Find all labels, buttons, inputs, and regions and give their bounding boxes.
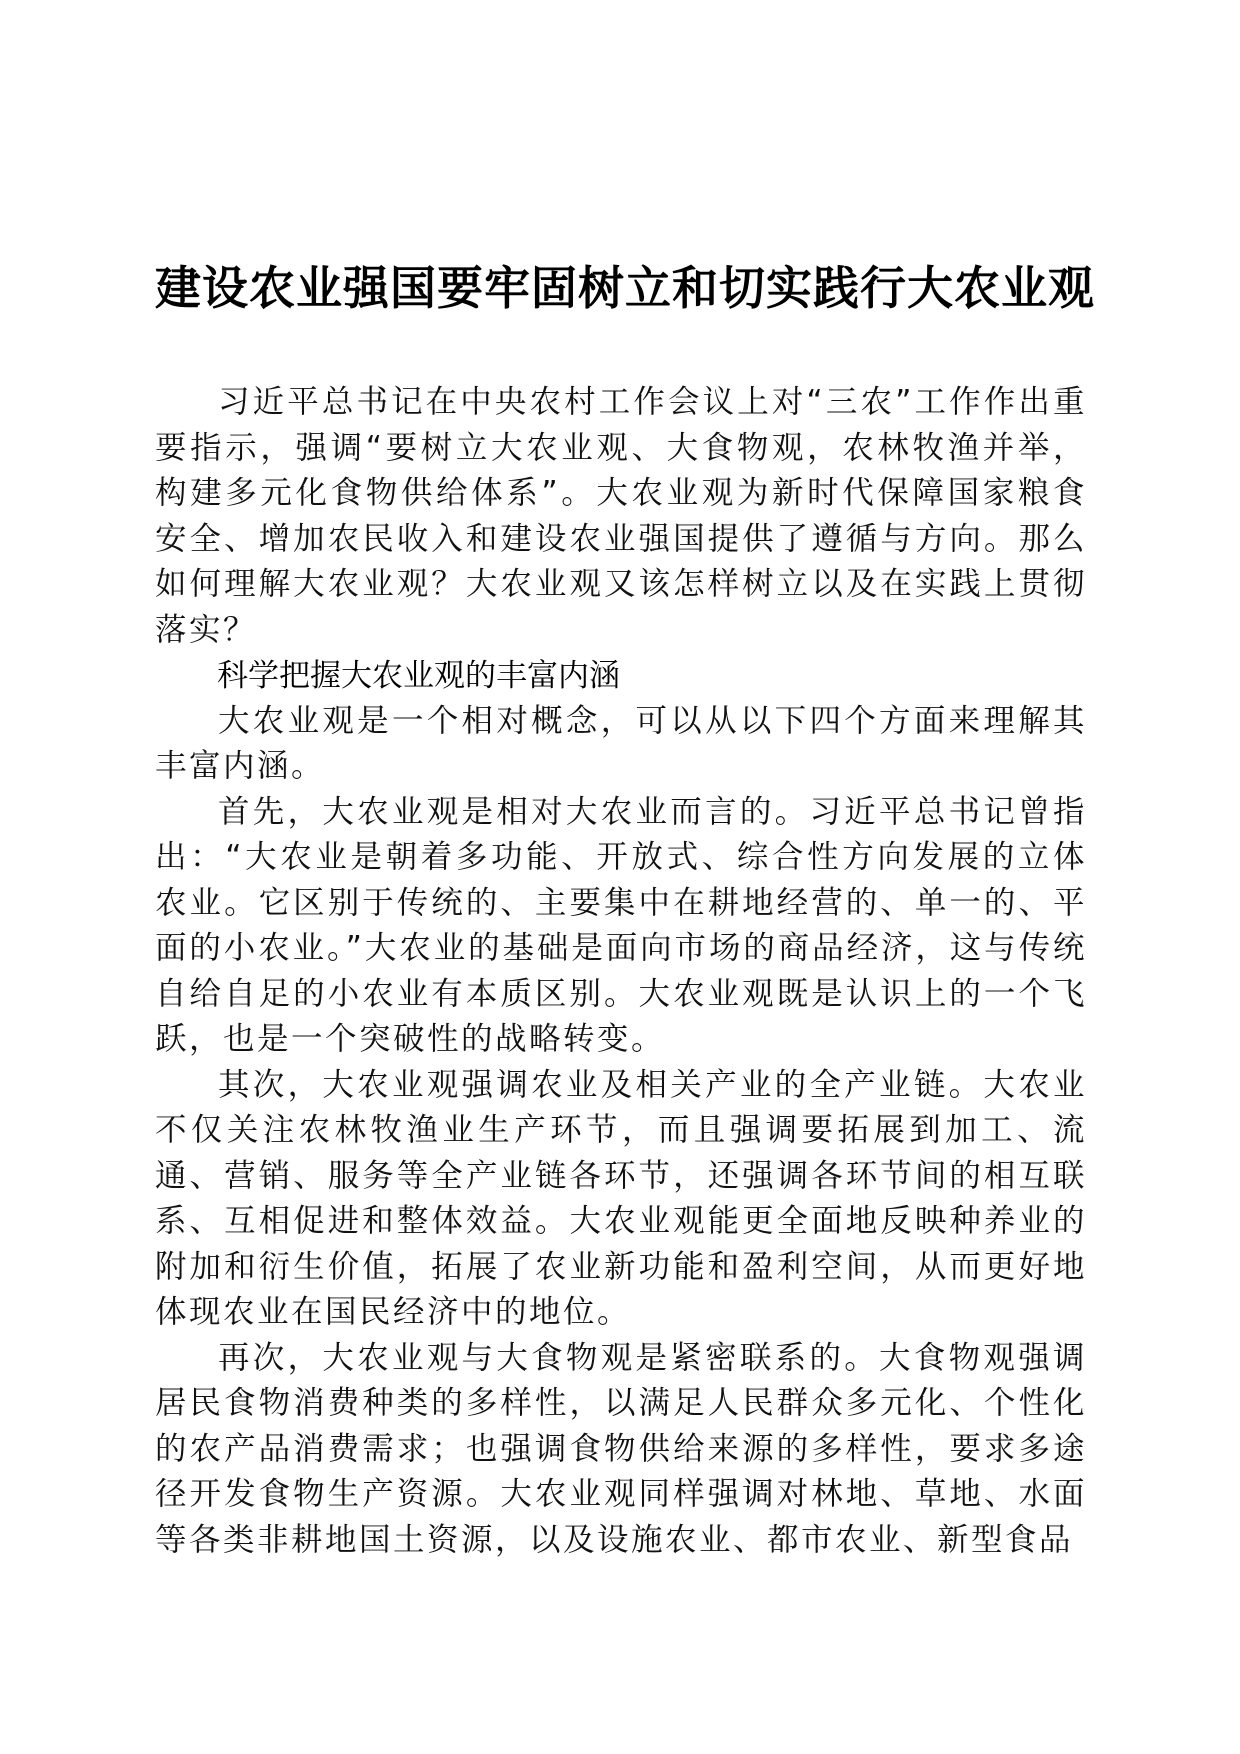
document-title: 建设农业强国要牢固树立和切实践行大农业观	[155, 261, 1095, 315]
document-body	[155, 380, 1087, 1563]
intro-paragraph: 习近平总书记在中央农村工作会议上对“三农”工作作出重要指示，强调“要树立大农业观、大食物观，农林牧渔并举，构建多元化食物供给体系”。大农业观为新时代保障国家粮食安全、增加农民收入和建设农业强国提供了遵循与方向。那么如何理解大农业观？大农业观又该怎样树立以及在实践上贯彻落实？	[155, 384, 1087, 648]
body-paragraph: 再次，大农业观与大食物观是紧密联系的。大食物观强调居民食物消费种类的多样性，以满足人民群众多元化、个性化的农产品消费需求；也强调食物供给来源的多样性，要求多途径开发食物生产资源。大农业观同样强调对林地、草地、水面等各类非耕地国土资源，以及设施农业、都市农业、新型食品	[155, 1339, 1087, 1558]
body-paragraph: 首先，大农业观是相对大农业而言的。习近平总书记曾指出：“大农业是朝着多功能、开放式、综合性方向发展的立体农业。它区别于传统的、主要集中在耕地经营的、单一的、平面的小农业。”大农业的基础是面向市场的商品经济，这与传统自给自足的小农业有本质区别。大农业观既是认识上的一个飞跃，也是一个突破性的战略转变。	[155, 793, 1087, 1057]
section-heading: 科学把握大农业观的丰富内涵	[217, 658, 620, 693]
body-paragraph: 大农业观是一个相对概念，可以从以下四个方面来理解其丰富内涵。	[155, 702, 1087, 784]
body-paragraph: 其次，大农业观强调农业及相关产业的全产业链。大农业不仅关注农林牧渔业生产环节，而且强调要拓展到加工、流通、营销、服务等全产业链各环节，还强调各环节间的相互联系、互相促进和整体效益。大农业观能更全面地反映种养业的附加和衍生价值，拓展了农业新功能和盈利空间，从而更好地体现农业在国民经济中的地位。	[155, 1066, 1087, 1330]
